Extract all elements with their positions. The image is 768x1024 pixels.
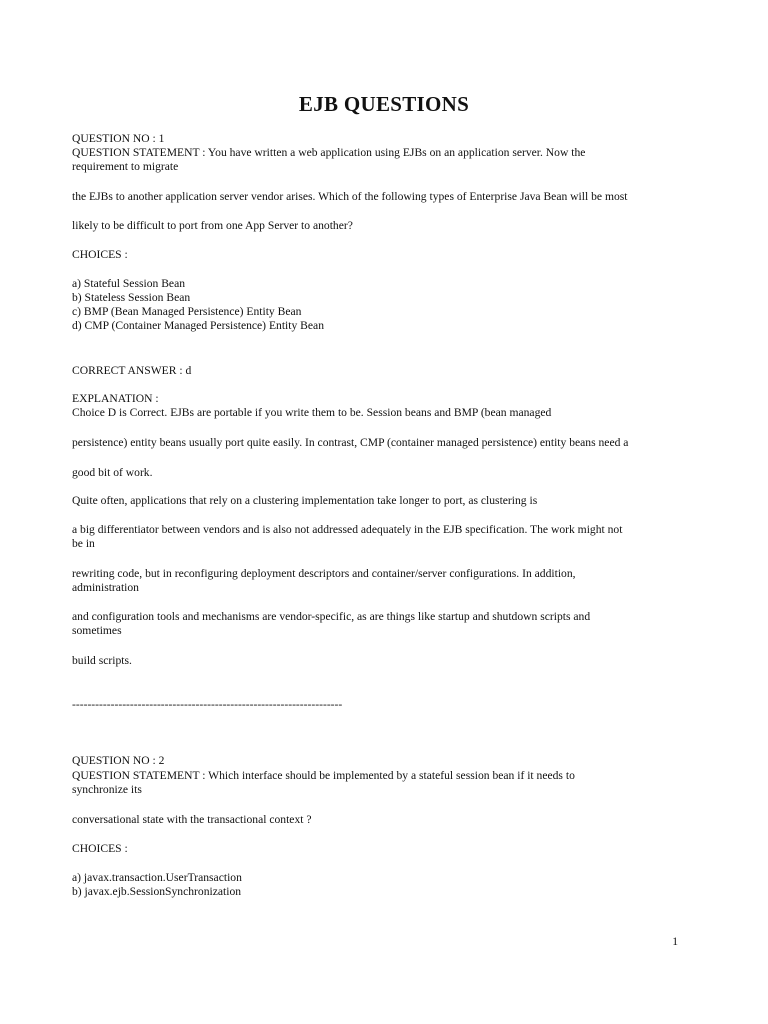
document-title: EJB QUESTIONS [298, 92, 470, 116]
q1-explanation-line-6: be in [72, 537, 95, 550]
q1-choice-b: b) Stateless Session Bean [72, 291, 191, 304]
q1-explanation-line-7: rewriting code, but in reconfiguring deployment descriptors and container/server configurations. In addition, [72, 567, 576, 580]
q2-number: QUESTION NO : 2 [72, 754, 165, 767]
q1-statement-line-1b: requirement to migrate [72, 160, 179, 173]
q2-statement-line-1: QUESTION STATEMENT : Which interface should be implemented by a stateful session bean if it needs to [72, 769, 575, 782]
q1-correct-answer: CORRECT ANSWER : d [72, 364, 192, 377]
q1-choice-a: a) Stateful Session Bean [72, 277, 186, 290]
q1-explanation-line-9: and configuration tools and mechanisms are vendor-specific, as are things like startup and shutdown scripts and [72, 610, 591, 623]
q1-explanation-line-10: sometimes [72, 624, 122, 637]
q2-statement-line-1b: synchronize its [72, 783, 142, 796]
q1-explanation-line-3: good bit of work. [72, 466, 153, 479]
q1-number: QUESTION NO : 1 [72, 132, 165, 145]
q1-statement-line-2: the EJBs to another application server vendor arises. Which of the following types of Enterprise Java Bean will be most [72, 190, 628, 203]
q1-explanation-line-4: Quite often, applications that rely on a clustering implementation take longer to port, as clustering is [72, 494, 538, 507]
q1-choices-label: CHOICES : [72, 248, 128, 261]
q1-explanation-line-1: Choice D is Correct. EJBs are portable if you write them to be. Session beans and BMP (bean managed [72, 406, 552, 419]
q1-statement-line-3: likely to be difficult to port from one App Server to another? [72, 219, 353, 232]
q1-statement-line-1: QUESTION STATEMENT : You have written a web application using EJBs on an application server. Now the [72, 146, 586, 159]
q2-choices-label: CHOICES : [72, 842, 128, 855]
q1-choice-c: c) BMP (Bean Managed Persistence) Entity Bean [72, 305, 302, 318]
q1-explanation-line-5: a big differentiator between vendors and is also not addressed adequately in the EJB specification. The work might not [72, 523, 623, 536]
page-number: 1 [672, 935, 678, 948]
q1-choice-d: d) CMP (Container Managed Persistence) Entity Bean [72, 319, 324, 332]
q2-statement-line-2: conversational state with the transactional context ? [72, 813, 312, 826]
q1-explanation-line-11: build scripts. [72, 654, 132, 667]
question-separator: ---------------------------------------------------------------------- [72, 698, 343, 711]
q1-explanation-line-8: administration [72, 581, 139, 594]
q2-choice-b: b) javax.ejb.SessionSynchronization [72, 885, 242, 898]
q1-explanation-label: EXPLANATION : [72, 392, 159, 405]
q1-explanation-line-2: persistence) entity beans usually port quite easily. In contrast, CMP (container managed persistence) entity beans need a [72, 436, 629, 449]
q2-choice-a: a) javax.transaction.UserTransaction [72, 871, 242, 884]
